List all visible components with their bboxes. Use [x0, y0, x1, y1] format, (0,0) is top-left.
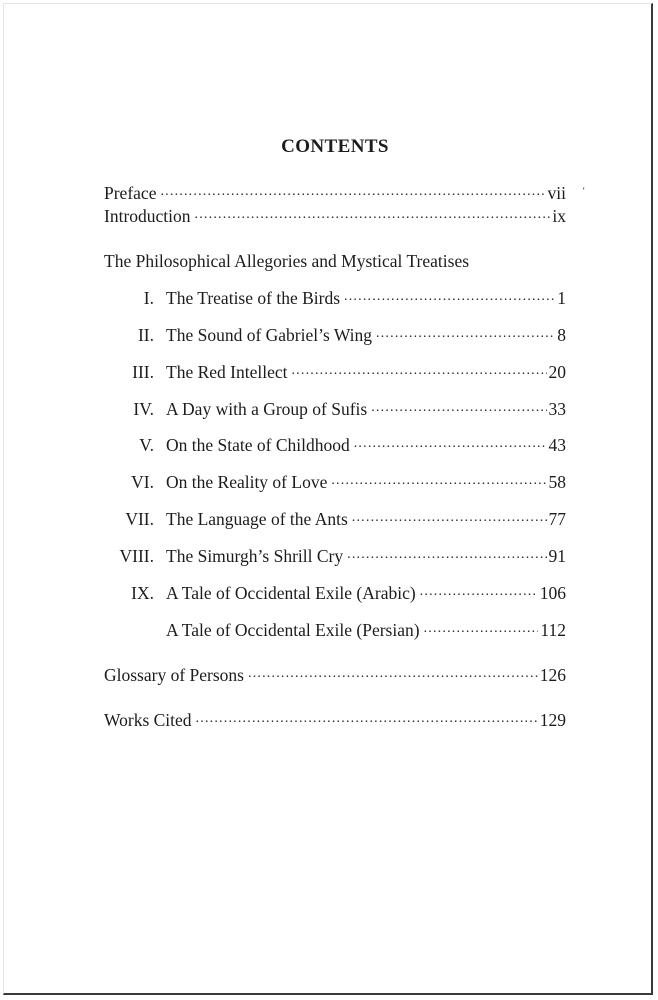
- toc-entry-label: The Simurgh’s Shrill Cry: [166, 546, 344, 566]
- toc-entry-label: A Tale of Occidental Exile (Arabic): [166, 583, 416, 603]
- dot-leader: [420, 583, 538, 599]
- chapter-number: I.: [143, 288, 154, 308]
- dot-leader: [248, 665, 538, 681]
- toc-entry-works-cited[interactable]: [104, 709, 566, 731]
- chapter-number: VI.: [131, 472, 154, 492]
- chapter-number: III.: [132, 362, 154, 382]
- toc-entry-label: The Sound of Gabriel’s Wing: [166, 325, 373, 345]
- toc-entry-label: The Language of the Ants: [166, 509, 348, 529]
- toc-entry-preface[interactable]: [104, 182, 566, 204]
- toc-entry-page: 77: [548, 509, 566, 529]
- dot-leader: [424, 620, 539, 636]
- chapter-number: V.: [139, 435, 154, 455]
- toc-entry-introduction[interactable]: [104, 205, 566, 227]
- toc-chapter-7[interactable]: [104, 508, 566, 530]
- toc-chapter-9[interactable]: [104, 582, 566, 604]
- toc-entry-glossary[interactable]: [104, 664, 566, 686]
- toc-entry-label: A Tale of Occidental Exile (Persian): [166, 620, 420, 640]
- dot-leader: [291, 362, 546, 378]
- toc-entry-page: 129: [539, 710, 566, 730]
- toc-chapter-8[interactable]: [104, 545, 566, 567]
- dot-leader: [195, 206, 551, 222]
- toc-entry-label: The Treatise of the Birds: [166, 288, 341, 308]
- dot-leader: [331, 472, 546, 488]
- toc-entry-label: Preface: [104, 183, 157, 203]
- toc-entry-page: 112: [540, 620, 566, 640]
- toc-entry-page: ix: [552, 206, 566, 226]
- toc-entry-label: Introduction: [104, 206, 191, 226]
- toc-entry-page: 33: [548, 399, 566, 419]
- toc-entry-page: vii: [547, 183, 566, 203]
- toc-chapter-6[interactable]: [104, 471, 566, 493]
- toc-entry-label: Glossary of Persons: [104, 665, 244, 685]
- toc-entry-page: 126: [539, 665, 566, 685]
- toc-entry-label: A Day with a Group of Sufis: [166, 399, 368, 419]
- chapter-number: VII.: [125, 509, 154, 529]
- toc-chapter-3[interactable]: [104, 361, 566, 383]
- dot-leader: [371, 399, 546, 415]
- dot-leader: [354, 435, 547, 451]
- dot-leader: [347, 546, 546, 562]
- toc-entry-page: 20: [548, 362, 566, 382]
- toc-entry-page: 1: [557, 288, 566, 308]
- toc-entry-label: Works Cited: [104, 710, 192, 730]
- toc-entry-page: 43: [548, 435, 566, 455]
- section-heading: The Philosophical Allegories and Mystical Treatises: [104, 251, 470, 271]
- chapter-number: IV.: [133, 399, 154, 419]
- chapter-number: IX.: [131, 583, 154, 603]
- dot-leader: [376, 325, 555, 341]
- dot-leader: [196, 710, 538, 726]
- toc-entry-page: 8: [557, 325, 566, 345]
- toc-entry-page: 106: [539, 583, 566, 603]
- dot-leader: [352, 509, 547, 525]
- chapter-number: II.: [137, 325, 154, 345]
- toc-entry-label: The Red Intellect: [166, 362, 288, 382]
- toc-chapter-2[interactable]: [104, 324, 566, 346]
- toc-chapter-4[interactable]: [104, 398, 566, 420]
- toc-chapter-9-persian[interactable]: [104, 619, 566, 641]
- toc-chapter-5[interactable]: [104, 434, 566, 456]
- page-mark: ‘: [582, 186, 586, 197]
- toc-entry-page: 91: [548, 546, 566, 566]
- toc-entry-label: On the State of Childhood: [166, 435, 350, 455]
- dot-leader: [160, 183, 545, 199]
- toc-entry-label: On the Reality of Love: [166, 472, 328, 492]
- dot-leader: [344, 288, 555, 304]
- contents-title: CONTENTS: [281, 136, 389, 157]
- chapter-number: VIII.: [119, 546, 154, 566]
- toc-chapter-1[interactable]: [104, 287, 566, 309]
- toc-entry-page: 58: [548, 472, 566, 492]
